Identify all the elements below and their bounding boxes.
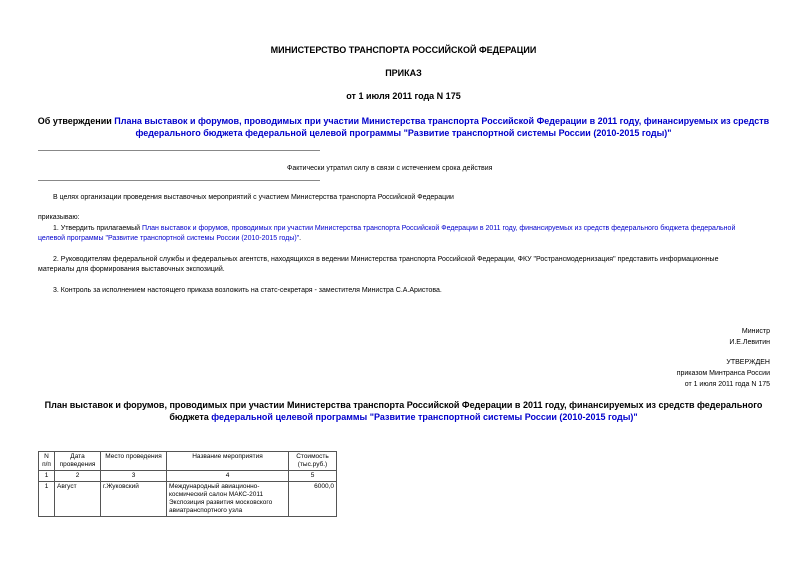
ministry-heading: МИНИСТЕРСТВО ТРАНСПОРТА РОССИЙСКОЙ ФЕДЕРАЦИИ	[270, 45, 537, 55]
item-2	[38, 255, 769, 275]
row-date-cell: Август	[55, 482, 101, 517]
divider-top	[38, 150, 320, 151]
item-1-suffix: .	[299, 235, 302, 242]
order-word: приказываю:	[38, 214, 80, 221]
table-column-number-row	[39, 471, 337, 482]
header-cell-date: Дата проведения	[55, 452, 101, 471]
item-3: 3. Контроль за исполнением настоящего приказа возложить на статс-секретаря - заместителя Министра С.А.Аристова.	[53, 287, 442, 294]
column-number-cell: 2	[55, 471, 101, 482]
signature-position: Министр	[741, 328, 770, 335]
intro-paragraph: В целях организации проведения выставочных мероприятий с участием Министерства транспорта Российской Федерации	[53, 194, 454, 201]
title-prefix: Об утверждении	[37, 116, 115, 126]
item-2-line2: материалы для формирования выставочных экспозиций.	[38, 266, 225, 273]
row-event-cell: Международный авиационно-космический салон МАКС-2011 Экспозиция развития московского авиатранспортного узла	[167, 482, 289, 517]
table-row	[39, 482, 337, 517]
row-place-cell: г.Жуковский	[101, 482, 167, 517]
order-heading: ПРИКАЗ	[385, 68, 422, 78]
item-1-plan-link-b[interactable]: целевой программы "Развитие транспортной системы России (2010-2015 годы)"	[38, 235, 300, 242]
approval-line2: приказом Минтранса России	[676, 370, 770, 377]
signature-name: И.Е.Левитин	[729, 339, 770, 346]
plan-title-program-link[interactable]: федеральной целевой программы "Развитие транспортной системы России (2010-2015 годы)"	[211, 412, 638, 422]
table-header-row	[39, 452, 337, 471]
header-cell-place: Место проведения	[101, 452, 167, 471]
status-note: Фактически утратил силу в связи с истечением срока действия	[287, 165, 493, 172]
plan-table	[38, 451, 337, 517]
header-cell-number: N п/п	[39, 452, 55, 471]
plan-title	[0, 399, 807, 423]
header-cell-cost: Стоимость (тыс.руб.)	[289, 452, 337, 471]
divider-bottom	[38, 180, 320, 181]
item-1-prefix: 1. Утвердить прилагаемый	[53, 225, 142, 232]
column-number-cell: 3	[101, 471, 167, 482]
item-1-plan-link-a[interactable]: План выставок и форумов, проводимых при участии Министерства транспорта Российской Федерации в 2011 году, финансируемых из средств федерального бюджета федеральной	[141, 225, 736, 232]
column-number-cell: 1	[39, 471, 55, 482]
approval-line1: УТВЕРЖДЕН	[726, 359, 770, 366]
item-2-line1: 2. Руководителям федеральной службы и федеральных агентств, находящихся в ведении Министерства транспорта Российской Федерации, ФКУ "Ространсмодернизация" представить информационные	[53, 256, 719, 263]
order-date-number: от 1 июля 2011 года N 175	[346, 91, 461, 101]
document-title	[0, 115, 807, 139]
header-cell-event: Название мероприятия	[167, 452, 289, 471]
approval-line3: от 1 июля 2011 года N 175	[684, 381, 770, 388]
row-number-cell: 1	[39, 482, 55, 517]
title-plan-link-line1[interactable]: Плана выставок и форумов, проводимых при участии Министерства транспорта Российской Федерации в 2011 году, финансируемых из средств	[114, 116, 770, 126]
title-plan-link-line2[interactable]: федерального бюджета федеральной целевой программы "Развитие транспортной системы России (2010-2015 годы)"	[135, 128, 672, 138]
row-cost-cell: 6000,0	[289, 482, 337, 517]
column-number-cell: 4	[167, 471, 289, 482]
column-number-cell: 5	[289, 471, 337, 482]
item-1	[38, 224, 769, 244]
plan-title-prefix: бюджета	[169, 412, 212, 422]
plan-title-line1: План выставок и форумов, проводимых при участии Министерства транспорта Российской Федерации в 2011 году, финансируемых из средств федерального	[44, 400, 763, 410]
